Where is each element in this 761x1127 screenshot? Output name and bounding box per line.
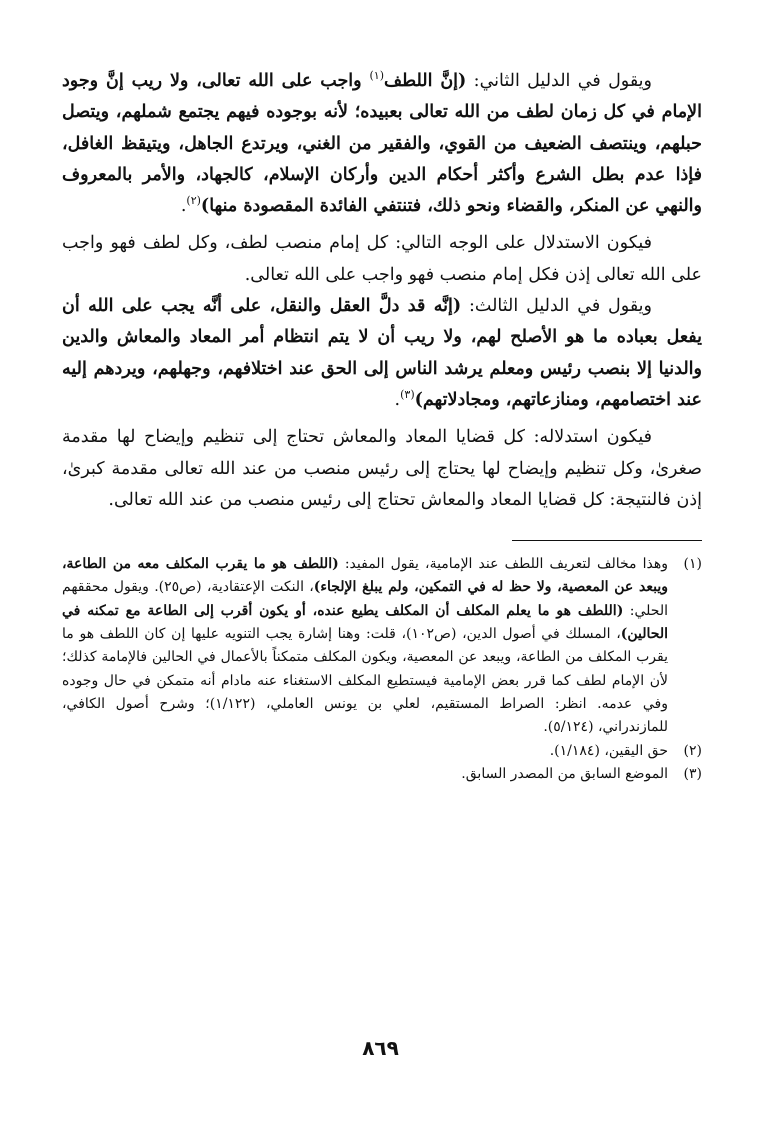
footnote-ref-2: (٢)	[186, 194, 201, 208]
footnote-number: (٣)	[683, 765, 702, 782]
book-page	[62, 66, 702, 786]
quote-text: (إنَّه قد دلَّ العقل والنقل، على أنَّه يجب على الله أن يفعل بعباده ما هو الأصلح لهم، ولا ريب أن لا يتم انتظام أمر المعاد والمعاش والدين والدنيا إلا بنصب رئيس ومعلم يرشد الناس إلى الحق عند اختلافهم، وجهلهم، ويردهم إليه عند اختصامهم، ومنازعاتهم، ومجادلاتهم)	[62, 296, 702, 410]
quote-open: (	[458, 71, 467, 91]
footnote-segment: وهذا مخالف لتعريف اللطف عند الإمامية، يقول المفيد:	[338, 556, 669, 573]
paragraph-end: .	[394, 389, 401, 410]
paragraph-inference-2: فيكون استدلاله: كل قضايا المعاد والمعاش تحتاج إلى تنظيم وإيضاح لها مقدمة صغرىٰ، وكل تنظيم وإيضاح لها يحتاج إلى رئيس منصب من عند الله تعالى مقدمة كبرىٰ، إذن فالنتيجة: كل قضايا المعاد والمعاش تحتاج إلى رئيس منصب من عند الله تعالى.	[62, 427, 702, 510]
quote-text: واجب على الله تعالى، ولا ريب إنَّ وجود الإمام في كل زمان لطف من الله تعالى بعبيده؛ لأنه بوجوده فيهم يجتمع شملهم، ويتصل حبلهم، وينتصف الضعيف من القوي، والفقير من الغني، ويرتدع الجاهل، ويتيقظ الغافل، فإذا عدم بطل الشرع وأكثر أحكام الدين وأركان الإسلام، كالجهاد، والأمر بالمعروف والنهي عن المنكر، والقضاء ونحو ذلك، فتنتفي الفائدة المقصودة منها)	[62, 71, 702, 217]
main-text	[62, 66, 702, 516]
footnote-number: (٢)	[683, 742, 702, 759]
footnote-1	[62, 553, 702, 739]
footnotes	[62, 553, 702, 786]
footnote-2	[62, 740, 702, 763]
footnote-segment: ، المسلك في أصول الدين، (ص١٠٢)، قلت: وهنا إشارة يجب التنويه عليها إن كان اللطف هو ما يقرب المكلف من الطاعة، ويبعد عن المعصية، ويكون المكلف متمكناً بالأعمال في الحالين فالإمامة كذلك؛ لأن الإمام لطف كما قرر بعض الإمامية فيستطيع المكلف الاستغناء عنه مادام أنه متمكن في حال وجوده وفي عدمه. انظر: الصراط المستقيم، لعلي بن يونس العاملي، (١/١٢٢)؛ وشرح أصول الكافي، للمازندراني، (٥/١٢٤).	[62, 626, 668, 736]
footnote-text: الموضع السابق من المصدر السابق.	[461, 765, 668, 782]
quote-text-start: إنَّ اللطف	[384, 71, 459, 91]
footnote-ref-1: (١)	[369, 69, 384, 83]
footnote-segment: ، النكت الإعتقادية، (ص٢٥). ويقول محققهم الحلي:	[62, 579, 668, 619]
footnote-text: حق اليقين، (١/١٨٤).	[549, 742, 668, 759]
paragraph-lead: ويقول في الدليل الثالث:	[461, 296, 652, 317]
paragraph-lead: ويقول في الدليل الثاني:	[466, 71, 652, 91]
footnote-quote: (اللطف هو ما يعلم المكلف أن المكلف يطيع عنده، أو يكون أقرب إلى الطاعة مع تمكنه في الحالين)	[62, 602, 668, 643]
footnote-ref-3: (٣)	[400, 388, 415, 402]
footnote-quote: (اللطف هو ما يقرب المكلف معه من الطاعة، ويبعد عن المعصية، ولا حظ له في التمكين، ولم يبلغ الإلجاء)	[62, 556, 668, 596]
footnote-divider	[512, 540, 702, 541]
page-number: ٨٦٩	[362, 1036, 399, 1060]
footnote-text	[62, 553, 668, 739]
paragraph-second-proof	[62, 66, 702, 222]
footnote-3	[62, 763, 702, 786]
paragraph-third-proof	[62, 291, 702, 416]
footnote-number: (١)	[683, 556, 702, 573]
paragraph-inference-1: فيكون الاستدلال على الوجه التالي: كل إمام منصب لطف، وكل لطف فهو واجب على الله تعالى إذن فكل إمام منصب فهو واجب على الله تعالى.	[62, 233, 702, 285]
paragraph-end: .	[180, 196, 187, 217]
